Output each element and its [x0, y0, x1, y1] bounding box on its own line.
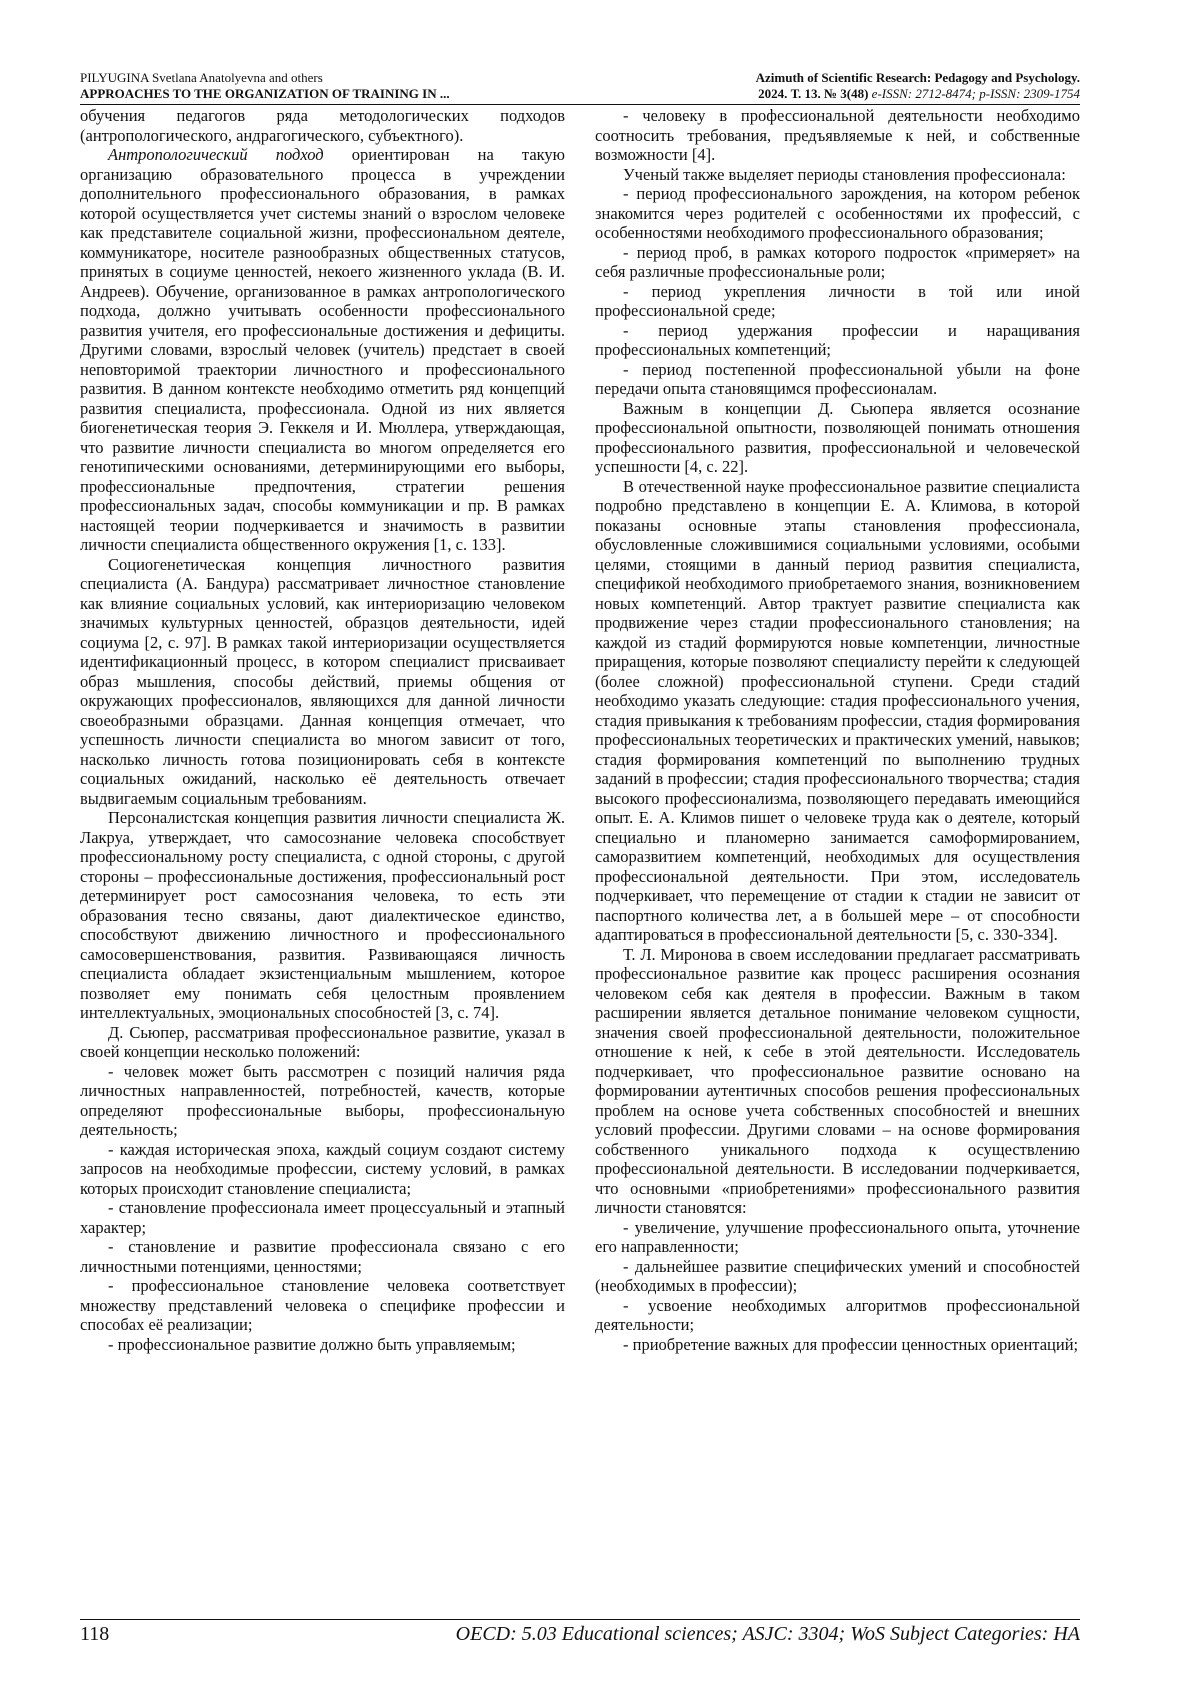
list-item: - период профессионального зарождения, на котором ребенок знакомится через родителей с особенностями их профессий, с особенностями необходимого профессионального образования; — [595, 184, 1080, 242]
page-footer — [80, 1622, 1080, 1648]
paragraph: Т. Л. Миронова в своем исследовании предлагает рассматривать профессиональное развитие как процесс расширения осознания человеком себя как деятеля в профессии. Важным в таком расширении является детальное понимание человеком сущности, значения своей профессиональной деятельности, положительное отношение к ней, к себе в этой деятельности. Исследователь подчеркивает, что профессиональное развитие основано на формировании аутентичных способов решения профессиональных проблем на основе учета собственных способностей и внешних условий профессии. Другими словами – на основе формирования собственного уникального подхода к осуществлению профессиональной деятельности. В исследовании подчеркивается, что основными «приобретениями» профессионального развития личности становятся: — [595, 944, 1080, 1217]
header-right — [756, 70, 1080, 102]
header-issue: 2024. Т. 13. № 3(48) — [758, 86, 869, 101]
header-issue-line — [756, 86, 1080, 102]
list-item: - становление профессионала имеет процессуальный и этапный характер; — [80, 1198, 565, 1237]
list-item: - увеличение, улучшение профессионального опыта, уточнение его направленности; — [595, 1217, 1080, 1256]
list-item: - каждая историческая эпоха, каждый социум создают систему запросов на необходимые профессии, систему условий, в рамках которых происходит становление специалиста; — [80, 1139, 565, 1198]
list-item: - становление и развитие профессионала связано с его личностными потенциями, ценностями; — [80, 1237, 565, 1276]
paragraph: Ученый также выделяет периоды становления профессионала: — [623, 164, 1066, 184]
paragraph: Персоналистская концепция развития личности специалиста Ж. Лакруа, утверждает, что самосознание человека способствует профессиональному росту специалиста, с одной стороны, с другой стороны – профессиональные достижения, профессиональный рост детерминирует рост самосознания человека, то есть эти образования тесно связаны, дают диалектическое единство, способствуют движению личностного и профессионального самосовершенствования, развития. Развивающаяся личность специалиста обладает экзистенциальным мышлением, которое позволяет ему понимать себя целостным проявлением интеллектуальных, эмоциональных способностей [3, с. 74]. — [80, 808, 565, 1022]
paragraph-text: ориентирован на такую организацию образовательного процесса в учреждении дополнительного профессионального образования, в рамках которой осуществляется учет системы знаний о взрослом человеке как представителе социальной жизни, профессиональном деятеле, коммуникаторе, носителе разнообразных общественных статусов, принятых в социуме ценностей, некоего жизненного уклада (В. И. Андреев). Обучение, организованное в рамках антропологического подхода, должно учитывать особенности профессионального развития учителя, его профессиональные достижения и дефициты. Другими словами, взрослый человек (учитель) предстает в своей неповторимой траектории личностного и профессионального развития. В данном контексте необходимо отметить ряд концепций развития специалиста, профессионала. Одной из них является биогенетическая теория Э. Геккеля и И. Мюллера, утверждающая, что развитие личности специалиста во многом определяется его генотипическими основаниями, детерминирующими его выборы, профессиональные предпочтения, стратегии решения профессиональных задач, способы коммуникации и пр. В рамках настоящей теории подчеркивается и значимость в развитии личности специалиста общественного окружения [1, с. 133]. — [80, 145, 565, 554]
footer-divider — [80, 1619, 1080, 1620]
list-item: - профессиональное развитие должно быть управляемым; — [108, 1334, 516, 1354]
italic-term: Антропологический подход — [108, 145, 324, 164]
paragraph: Социогенетическая концепция личностного развития специалиста (А. Бандура) рассматривает личностное становление как влияние социальных условий, как интериоризацию человеком значимых культурных ценностей, образцов деятельности, идей социума [2, с. 97]. В рамках такой интериоризации осуществляется идентификационный процесс, в котором специалист присваивает образ мышления, способы действий, приемы общения от окружающих профессионалов, являющихся для данной личности своеобразными образцами. Данная концепция отмечает, что успешность личности специалиста во многом зависит от того, насколько личность готова позиционировать себя в контексте социальных ожиданий, насколько её деятельность отвечает выдвигаемым социальным требованиям. — [80, 554, 565, 808]
header-divider — [80, 104, 1080, 105]
list-item: - период проб, в рамках которого подросток «примеряет» на себя различные профессиональные роли; — [595, 242, 1080, 281]
page-number: 118 — [80, 1623, 110, 1645]
list-item: - период укрепления личности в той или иной профессиональной среде; — [595, 281, 1080, 320]
header-issn: e-ISSN: 2712-8474; p-ISSN: 2309-1754 — [871, 86, 1080, 101]
header-left — [80, 70, 450, 102]
paragraph-continuation: обучения педагогов ряда методологических подходов (антропологического, андрагогического, субъектного). — [80, 106, 565, 145]
right-column — [595, 106, 1080, 1618]
list-item: - период постепенной профессиональной убыли на фоне передачи опыта становящимся профессионалам. — [595, 359, 1080, 398]
left-column — [80, 106, 565, 1618]
header-journal: Azimuth of Scientific Research: Pedagogy and Psychology. — [755, 70, 1080, 85]
list-item: - период удержания профессии и наращивания профессиональных компетенций; — [595, 320, 1080, 359]
list-item: - усвоение необходимых алгоритмов профессиональной деятельности; — [595, 1295, 1080, 1334]
list-item: - человеку в профессиональной деятельности необходимо соотносить требования, предъявляемые к ней, и собственные возможности [4]. — [595, 106, 1080, 164]
journal-page — [80, 70, 1080, 1670]
list-item: - приобретение важных для профессии ценностных ориентаций; — [623, 1334, 1079, 1354]
paragraph — [80, 145, 565, 555]
list-item: - человек может быть рассмотрен с позиций наличия ряда личностных направленностей, потребностей, качеств, которые определяют профессиональные выборы, профессиональную деятельность; — [80, 1061, 565, 1139]
list-item: - профессиональное становление человека соответствует множеству представлений человека о специфике профессии и способах её реализации; — [80, 1276, 565, 1334]
paragraph: В отечественной науке профессиональное развитие специалиста подробно представлено в концепции Е. А. Климова, в которой показаны основные этапы становления профессионала, обусловленные сложившимися социальными условиями, особыми целями, стоящими в данный период развития специалиста, спецификой необходимого приобретаемого знания, возникновением новых компетенций. Автор трактует развитие специалиста как продвижение через стадии профессионального становления; на каждой из стадий формируются новые компетенции, личностные приращения, которые позволяют специалисту перейти к следующей (более сложной) профессиональной ступени. Среди стадий необходимо указать следующие: стадия профессионального учения, стадия привыкания к требованиям профессии, стадия формирования профессиональных теоретических и практических умений, навыков; стадия формирования компетенций по выполнению трудных заданий в профессии; стадия профессионального творчества; стадия высокого профессионализма, позволяющего передавать имеющийся опыт. Е. А. Климов пишет о человеке труда как о деятеле, который специально и планомерно занимается самоформированием, саморазвитием компетенций, необходимых для осуществления профессиональной деятельности. При этом, исследователь подчеркивает, что перемещение от стадии к стадии не зависит от паспортного количества лет, а в большей мере – от способности адаптироваться в профессиональной деятельности [5, с. 330-334]. — [595, 476, 1080, 944]
list-item: - дальнейшее развитие специфических умений и способностей (необходимых в профессии); — [595, 1256, 1080, 1295]
paragraph: Д. Сьюпер, рассматривая профессиональное развитие, указал в своей концепции несколько положений: — [80, 1022, 565, 1061]
header-article-title: APPROACHES TO THE ORGANIZATION OF TRAINING IN ... — [80, 86, 450, 101]
subject-classification: OECD: 5.03 Educational sciences; ASJC: 3304; WoS Subject Categories: HA — [455, 1623, 1080, 1645]
paragraph: Важным в концепции Д. Сьюпера является осознание профессиональной опытности, позволяющей понимать отношения профессионального развития, профессиональной и человеческой успешности [4, с. 22]. — [595, 398, 1080, 476]
running-header — [80, 70, 1080, 102]
header-authors: PILYUGINA Svetlana Anatolyevna and others — [80, 70, 323, 85]
